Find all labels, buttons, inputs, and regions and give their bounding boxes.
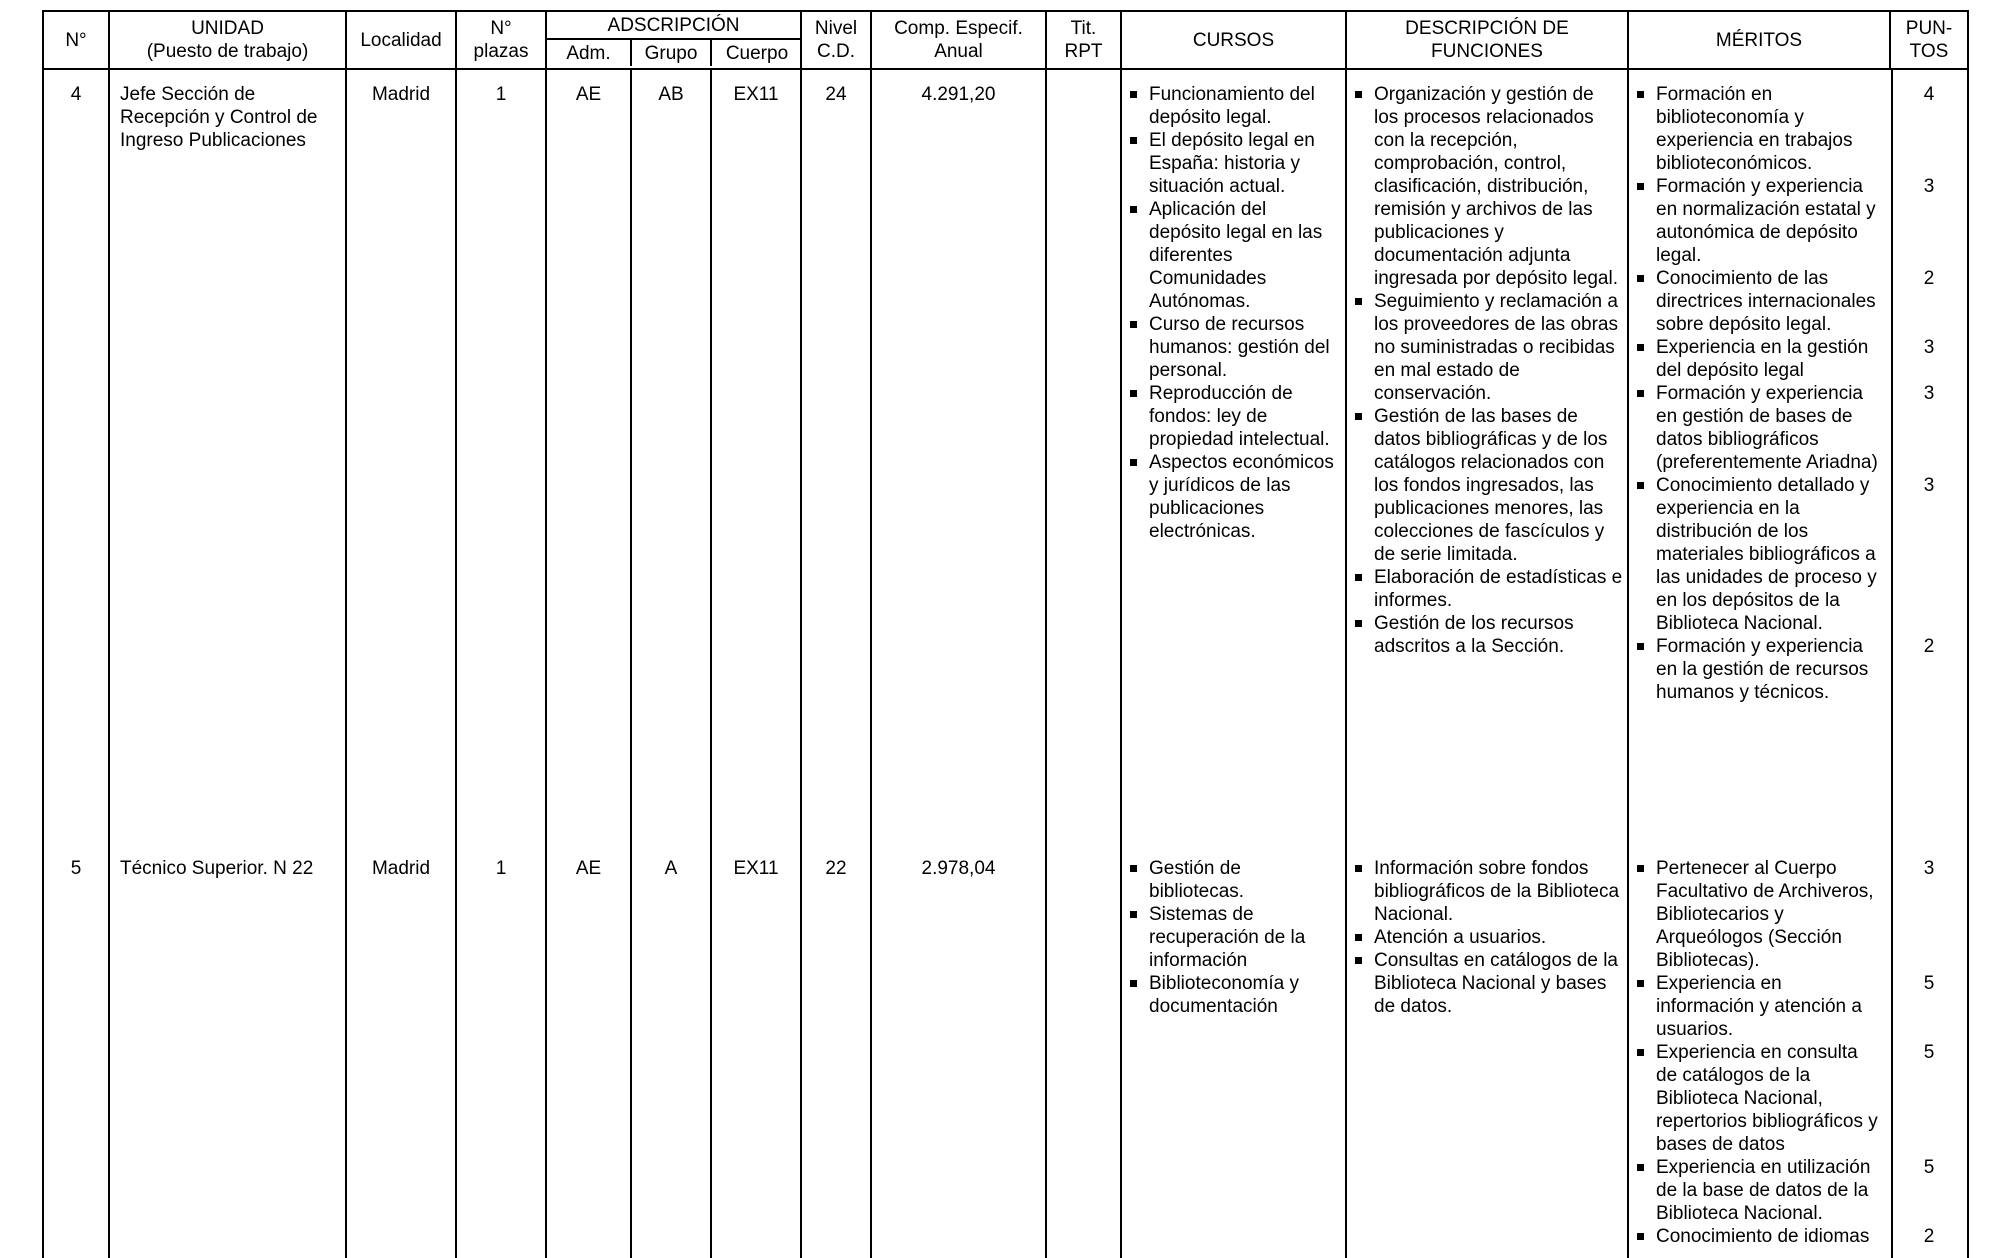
col-header-grupo (632, 40, 712, 66)
cell-meritos-puntos (1629, 70, 1967, 832)
merito-row (1629, 267, 1967, 336)
col-header-meritos (1629, 12, 1891, 68)
merito-text: Pertenecer al Cuerpo Facultativo de Archiveros, Bibliotecarios y Arqueólogos (Sección Bibliotecas). (1656, 858, 1874, 971)
merito-text: Experiencia en la gestión del depósito legal (1656, 337, 1869, 381)
header-label: Grupo (644, 42, 698, 64)
col-header-descripcion-funciones (1347, 12, 1629, 68)
curso-item (1128, 83, 1341, 129)
merito-text: Conocimiento detallado y experiencia en la distribución de los materiales bibliográficos a las unidades de proceso y en los depósitos de la Biblioteca Nacional. (1656, 475, 1877, 634)
funcion-item-text: Gestión de los recursos adscritos a la Sección. (1374, 613, 1574, 657)
header-label: CURSOS (1192, 29, 1275, 51)
col-header-localidad (347, 12, 457, 68)
funcion-item (1353, 290, 1623, 405)
cell-tit-rpt (1047, 70, 1122, 832)
merito-row (1629, 1041, 1967, 1156)
curso-item-text: Curso de recursos humanos: gestión del personal. (1149, 314, 1330, 381)
curso-item (1128, 129, 1341, 198)
bullet-icon (1130, 91, 1137, 98)
bullet-icon (1637, 344, 1644, 351)
cell-cuerpo: EX11 (712, 70, 802, 832)
curso-item-text: Reproducción de fondos: ley de propiedad intelectual. (1149, 383, 1330, 450)
merito-text: Formación en biblioteconomía y experiencia en trabajos biblioteconómicos. (1656, 84, 1853, 174)
cell-cursos (1122, 70, 1347, 832)
col-header-comp-especif (872, 12, 1047, 68)
cell-num: 4 (44, 70, 110, 832)
funcion-item-text: Información sobre fondos bibliográficos de la Biblioteca Nacional. (1374, 858, 1620, 925)
bullet-icon (1637, 390, 1644, 397)
puntos-value: 3 (1923, 475, 1935, 496)
bullet-icon (1355, 620, 1362, 627)
cell-grupo: A (632, 832, 712, 1258)
merito (1635, 382, 1883, 474)
merito-row (1629, 635, 1967, 704)
puntos-value: 5 (1923, 1157, 1935, 1178)
table-header-row (44, 12, 1967, 70)
merito-text: Conocimiento de las directrices internacionales sobre depósito legal. (1656, 268, 1876, 335)
curso-item (1128, 313, 1341, 382)
col-header-plazas (457, 12, 547, 68)
header-label: (Puesto de trabajo) (146, 41, 309, 62)
cell-cuerpo: EX11 (712, 832, 802, 1258)
curso-item (1128, 972, 1341, 1018)
header-label: Comp. Especif. (894, 18, 1023, 39)
header-label: MÉRITOS (1715, 29, 1803, 51)
header-label: N° (490, 18, 512, 39)
bullet-icon (1637, 1049, 1644, 1056)
table-row (44, 832, 1967, 1258)
cell-comp-especif: 4.291,20 (872, 70, 1047, 832)
col-header-adm (547, 40, 632, 66)
puntos-value: 2 (1923, 636, 1935, 657)
curso-item (1128, 198, 1341, 313)
funcion-item-text: Gestión de las bases de datos bibliográficas y de los catálogos relacionados con los fondos ingresados, las publicaciones menores, las colecciones de fascículos y de serie limitada. (1374, 406, 1608, 565)
bullet-icon (1130, 980, 1137, 987)
cell-grupo: AB (632, 70, 712, 832)
merito (1635, 336, 1883, 382)
merito (1635, 972, 1883, 1041)
merito-row (1629, 1156, 1967, 1225)
merito-item (1629, 635, 1891, 704)
cell-funciones (1347, 832, 1629, 1258)
header-label: RPT (1064, 41, 1103, 62)
col-header-cursos (1122, 12, 1347, 68)
merito-row (1629, 474, 1967, 635)
funcion-item (1353, 949, 1623, 1018)
cell-tit-rpt (1047, 832, 1122, 1258)
col-header-cuerpo (712, 40, 802, 66)
funcion-item-text: Atención a usuarios. (1374, 927, 1547, 948)
col-header-num (44, 12, 110, 68)
merito (1635, 267, 1883, 336)
cell-nivel-cd: 22 (802, 832, 872, 1258)
merito (1635, 175, 1883, 267)
merito-item (1629, 382, 1891, 474)
puntos-value: 3 (1923, 858, 1935, 879)
header-label: Cuerpo (725, 42, 789, 64)
table-body (44, 70, 1967, 1258)
merito-item (1629, 83, 1891, 175)
col-header-unidad (110, 12, 347, 68)
cell-funciones (1347, 70, 1629, 832)
header-label: ADSCRIPCIÓN (607, 14, 740, 36)
col-header-adscripcion (547, 12, 802, 68)
merito-text: Experiencia en utilización de la base de datos de la Biblioteca Nacional. (1656, 1157, 1871, 1224)
merito-item (1629, 175, 1891, 267)
merito (1635, 1156, 1883, 1225)
funcion-item (1353, 83, 1623, 290)
merito-item (1629, 1156, 1891, 1225)
bullet-icon (1355, 413, 1362, 420)
curso-item (1128, 857, 1341, 903)
table-row (44, 70, 1967, 832)
cell-unidad: Jefe Sección de Recepción y Control de Ingreso Publicaciones (110, 70, 347, 832)
curso-item (1128, 451, 1341, 543)
puntos-value: 3 (1923, 337, 1935, 358)
bullet-icon (1130, 865, 1137, 872)
puntos-value: 5 (1923, 1042, 1935, 1063)
puntos-value: 5 (1923, 973, 1935, 994)
bullet-icon (1355, 934, 1362, 941)
funcion-item (1353, 857, 1623, 926)
header-label: C.D. (817, 41, 855, 62)
merito (1635, 1225, 1883, 1248)
positions-table (42, 10, 1969, 1258)
bullet-icon (1355, 865, 1362, 872)
col-header-puntos (1891, 12, 1967, 68)
cell-plazas: 1 (457, 70, 547, 832)
merito-item (1629, 267, 1891, 336)
merito (1635, 1041, 1883, 1156)
merito-item (1629, 857, 1891, 972)
merito-row (1629, 382, 1967, 474)
bullet-icon (1355, 957, 1362, 964)
merito-row (1629, 336, 1967, 382)
merito-row (1629, 175, 1967, 267)
puntos-value: 3 (1923, 176, 1935, 197)
cell-adm: AE (547, 70, 632, 832)
funcion-item-text: Seguimiento y reclamación a los proveedores de las obras no suministradas o recibidas en mal estado de conservación. (1374, 291, 1618, 404)
curso-item-text: Aplicación del depósito legal en las diferentes Comunidades Autónomas. (1149, 199, 1323, 312)
merito-row (1629, 857, 1967, 972)
merito (1635, 83, 1883, 175)
curso-item-text: Funcionamiento del depósito legal. (1149, 84, 1315, 128)
cell-plazas: 1 (457, 832, 547, 1258)
cell-num: 5 (44, 832, 110, 1258)
funcion-item-text: Elaboración de estadísticas e informes. (1374, 567, 1623, 611)
adscripcion-subheaders (547, 40, 800, 66)
bullet-icon (1130, 911, 1137, 918)
header-label: PUN- (1905, 18, 1953, 39)
bullet-icon (1355, 298, 1362, 305)
bullet-icon (1130, 321, 1137, 328)
cell-localidad: Madrid (347, 70, 457, 832)
merito-item (1629, 474, 1891, 635)
merito-text: Experiencia en consulta de catálogos de la Biblioteca Nacional, repertorios bibliográficos y bases de datos (1656, 1042, 1878, 1155)
meritos-puntos-divider (1891, 70, 1893, 832)
merito-text: Formación y experiencia en la gestión de recursos humanos y técnicos. (1656, 636, 1869, 703)
merito-item (1629, 336, 1891, 382)
curso-item-text: Sistemas de recuperación de la información (1149, 904, 1306, 971)
curso-item-text: Aspectos económicos y jurídicos de las publicaciones electrónicas. (1149, 452, 1334, 542)
bullet-icon (1637, 275, 1644, 282)
bullet-icon (1130, 206, 1137, 213)
bullet-icon (1637, 1164, 1644, 1171)
puntos-value: 3 (1923, 383, 1935, 404)
bullet-icon (1637, 980, 1644, 987)
funcion-item (1353, 405, 1623, 566)
curso-item (1128, 382, 1341, 451)
merito-item (1629, 1225, 1891, 1248)
curso-item-text: El depósito legal en España: historia y situación actual. (1149, 130, 1315, 197)
header-label: Nivel (814, 18, 858, 39)
bullet-icon (1130, 390, 1137, 397)
curso-item-text: Biblioteconomía y documentación (1149, 973, 1299, 1017)
funcion-item (1353, 612, 1623, 658)
bullet-icon (1355, 91, 1362, 98)
merito-item (1629, 1041, 1891, 1156)
merito-text: Formación y experiencia en normalización estatal y autonómica de depósito legal. (1656, 176, 1876, 266)
merito-text: Experiencia en información y atención a usuarios. (1656, 973, 1862, 1040)
bullet-icon (1637, 183, 1644, 190)
merito (1635, 635, 1883, 704)
bullet-icon (1130, 459, 1137, 466)
header-label: Tit. (1070, 18, 1097, 39)
cell-localidad: Madrid (347, 832, 457, 1258)
bullet-icon (1637, 643, 1644, 650)
header-label: FUNCIONES (1431, 41, 1543, 62)
header-label: UNIDAD (191, 18, 264, 39)
funcion-item (1353, 926, 1623, 949)
puntos-value: 4 (1923, 84, 1935, 105)
merito-row (1629, 83, 1967, 175)
bullet-icon (1130, 137, 1137, 144)
cell-comp-especif: 2.978,04 (872, 832, 1047, 1258)
merito-text: Conocimiento de idiomas (1656, 1226, 1870, 1247)
merito-item (1629, 972, 1891, 1041)
header-label: plazas (473, 41, 529, 62)
puntos-value: 2 (1923, 1226, 1935, 1247)
cell-nivel-cd: 24 (802, 70, 872, 832)
merito-row (1629, 972, 1967, 1041)
header-label: DESCRIPCIÓN DE (1405, 18, 1569, 39)
bullet-icon (1355, 574, 1362, 581)
header-label: Anual (934, 41, 983, 62)
adscripcion-title (547, 12, 800, 40)
cell-unidad: Técnico Superior. N 22 (110, 832, 347, 1258)
header-label: Adm. (566, 42, 611, 64)
bullet-icon (1637, 91, 1644, 98)
col-header-tit-rpt (1047, 12, 1122, 68)
merito-row (1629, 1225, 1967, 1248)
header-label: N° (65, 29, 87, 51)
merito (1635, 474, 1883, 635)
bullet-icon (1637, 1233, 1644, 1240)
col-header-nivel-cd (802, 12, 872, 68)
funcion-item (1353, 566, 1623, 612)
curso-item (1128, 903, 1341, 972)
bullet-icon (1637, 865, 1644, 872)
funcion-item-text: Consultas en catálogos de la Biblioteca Nacional y bases de datos. (1374, 950, 1618, 1017)
cell-cursos (1122, 832, 1347, 1258)
meritos-puntos-divider (1891, 832, 1893, 1258)
cell-meritos-puntos (1629, 832, 1967, 1258)
merito-text: Formación y experiencia en gestión de bases de datos bibliográficos (preferentemente Ariadna) (1656, 383, 1878, 473)
curso-item-text: Gestión de bibliotecas. (1149, 858, 1245, 902)
bullet-icon (1637, 482, 1644, 489)
cell-adm: AE (547, 832, 632, 1258)
merito (1635, 857, 1883, 972)
puntos-value: 2 (1923, 268, 1935, 289)
header-label: TOS (1909, 41, 1949, 62)
header-label: Localidad (360, 29, 442, 51)
funcion-item-text: Organización y gestión de los procesos relacionados con la recepción, comprobación, control, clasificación, distribución, remisión y archivos de las publicaciones y documentación adjunta ingresada por depósito legal. (1374, 84, 1619, 289)
